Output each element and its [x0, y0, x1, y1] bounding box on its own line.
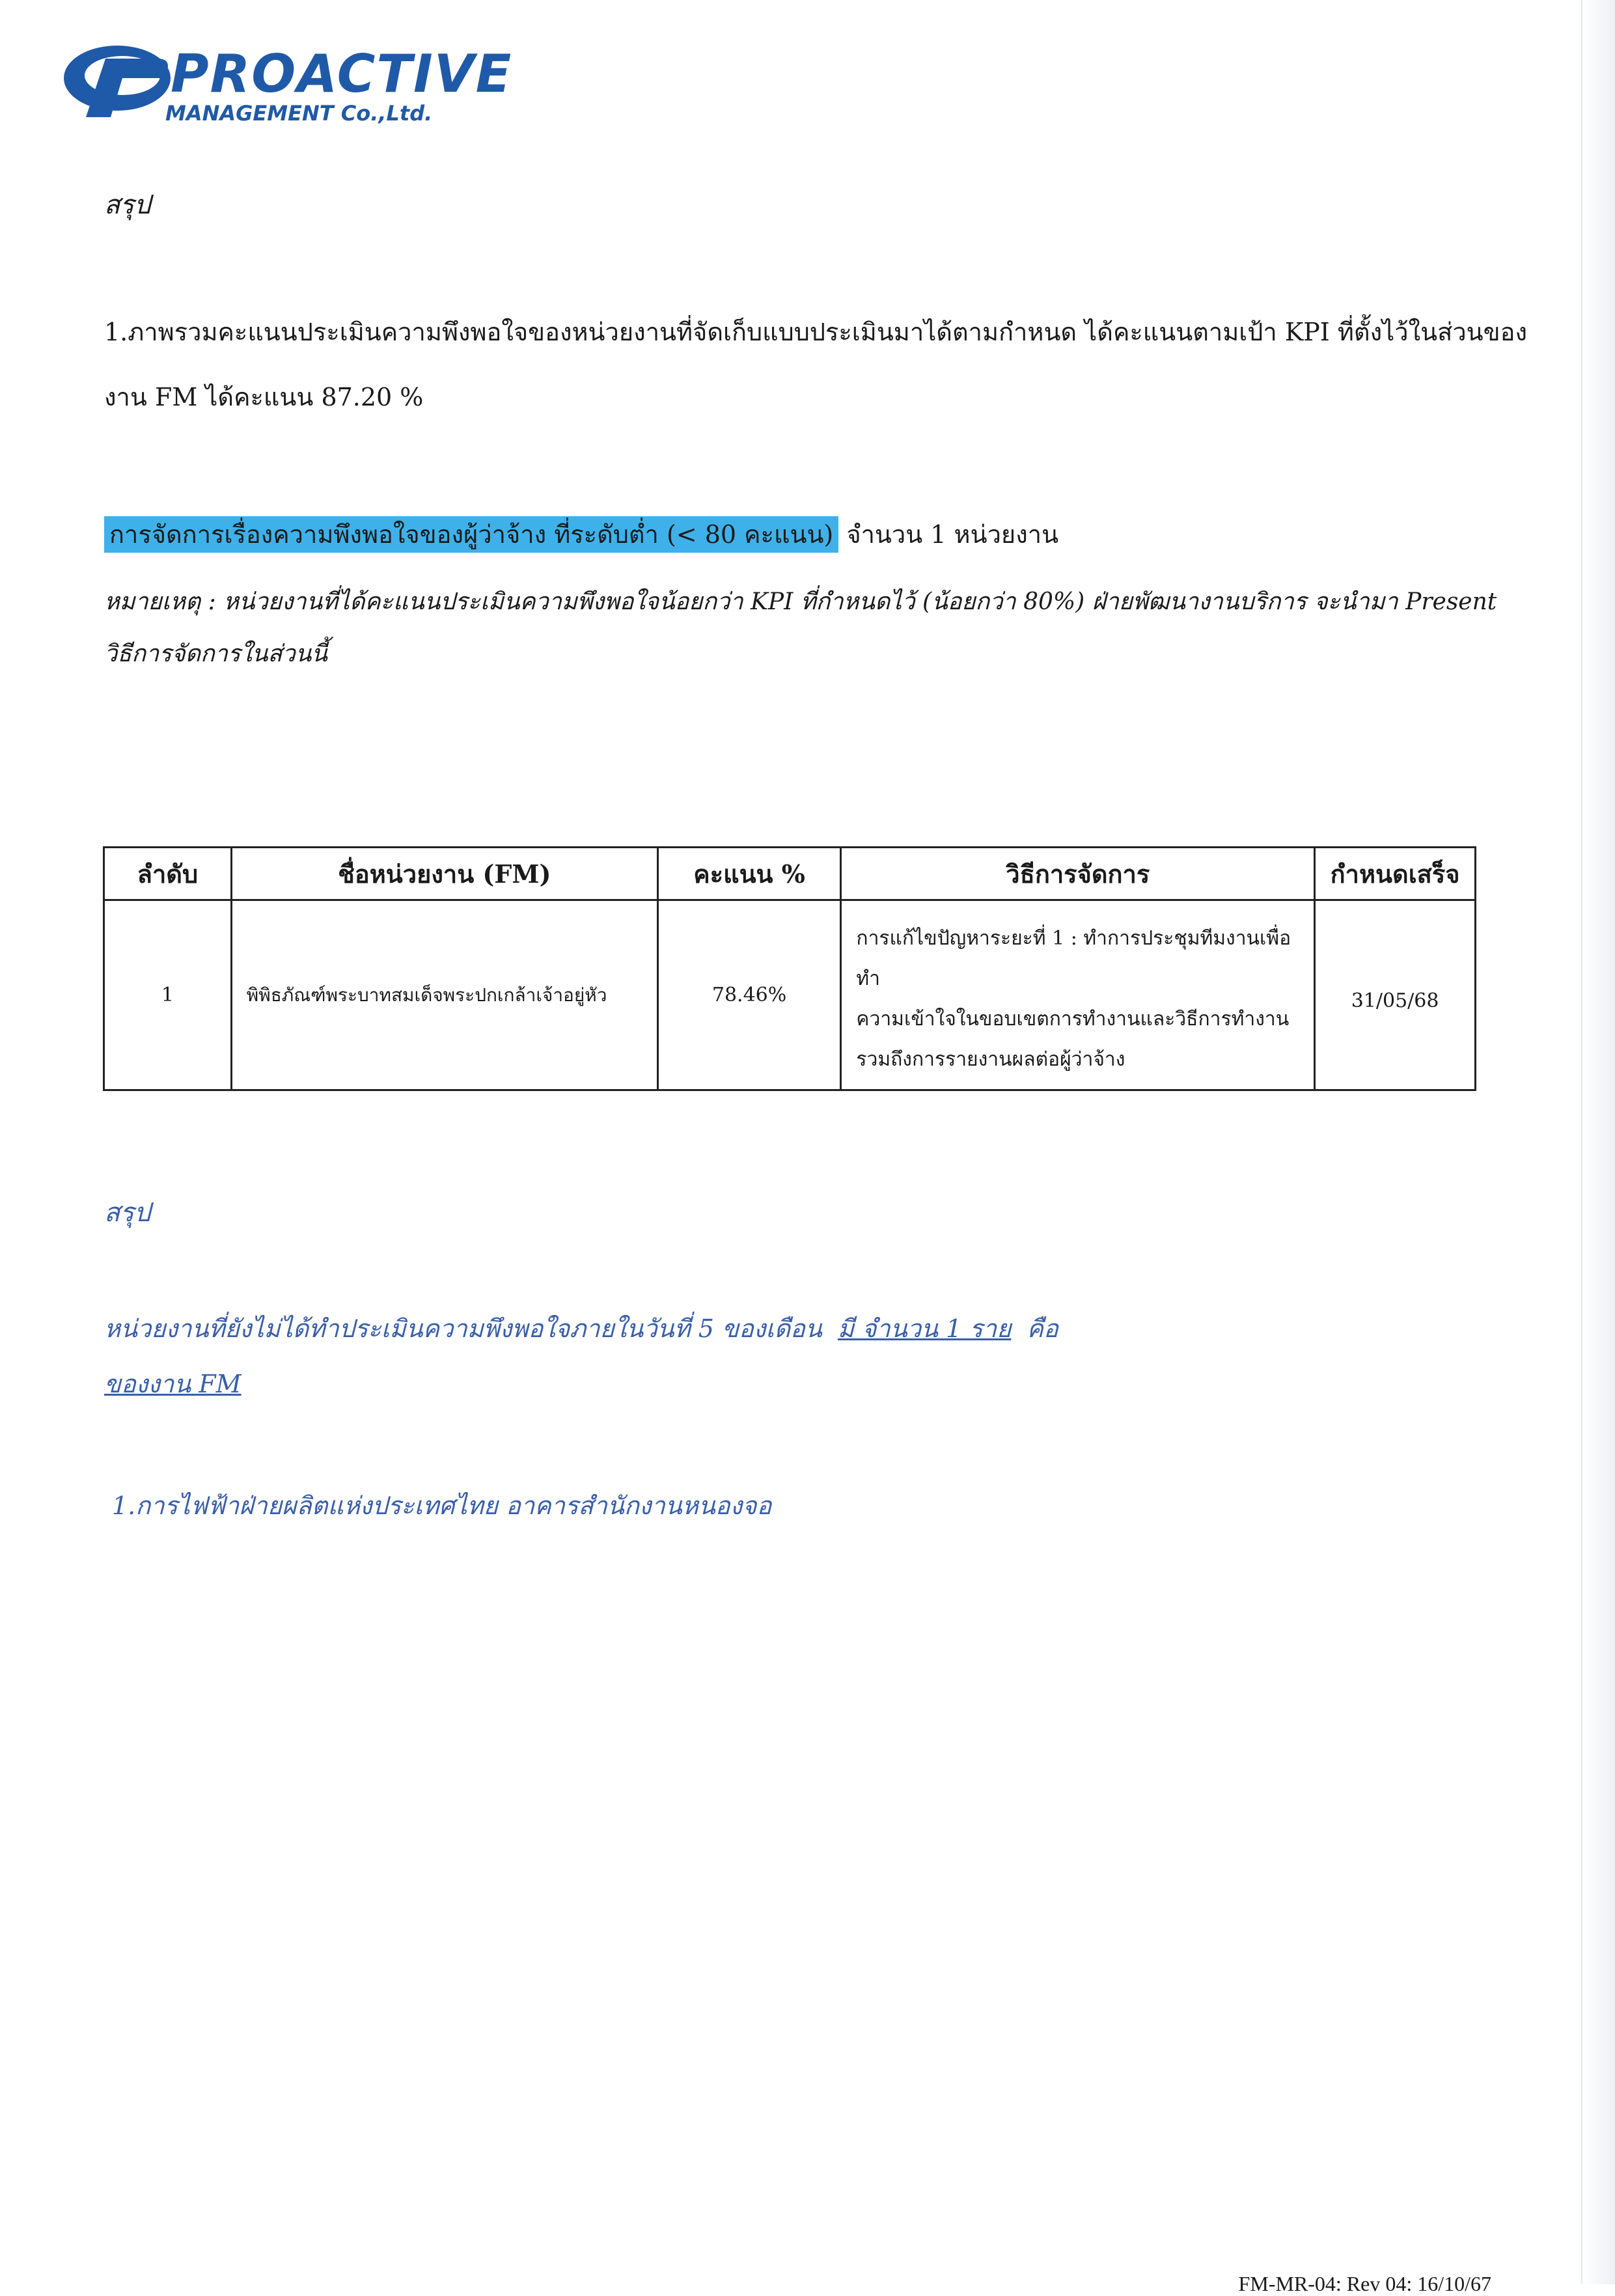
cell-no: 1: [104, 900, 232, 1090]
table-row: [104, 900, 1476, 1090]
method-line-2: ความเข้าใจในขอบเขตการทำงานและวิธีการทำงาน: [856, 1007, 1290, 1030]
low-score-heading: [104, 514, 1058, 554]
logo-emblem-icon: [60, 33, 177, 130]
col-header-no: ลำดับ: [104, 848, 232, 900]
pending-text: หน่วยงานที่ยังไม่ได้ทำประเมินความพึงพอใจภายในวันที่ 5 ของเดือน: [104, 1314, 822, 1343]
pending-end: คือ: [1027, 1314, 1058, 1343]
pending-line-1: [104, 1308, 1058, 1348]
table-header-row: [104, 848, 1476, 900]
col-header-unit-name: ชื่อหน่วยงาน (FM): [231, 848, 657, 900]
cell-unit-name: พิพิธภัณฑ์พระบาทสมเด็จพระปกเกล้าเจ้าอยู่หัว: [231, 900, 657, 1090]
low-score-count: จำนวน 1 หน่วยงาน: [838, 520, 1059, 549]
remark-line-1: หมายเหตุ : หน่วยงานที่ได้คะแนนประเมินความพึงพอใจน้อยกว่า KPI ที่กำหนดไว้ (น้อยกว่า 80%) ฝ่ายพัฒนางานบริการ จะนำมา Present: [104, 588, 1497, 615]
cell-score: 78.46%: [657, 900, 841, 1090]
cell-due-date: 31/05/68: [1315, 900, 1476, 1090]
summary-paragraph: [104, 299, 1527, 430]
summary-paragraph-line-2: งาน FM ได้คะแนน 87.20 %: [104, 383, 424, 411]
method-line-1: การแก้ไขปัญหาระยะที่ 1 : ทำการประชุมทีมงานเพื่อทำ: [856, 926, 1291, 990]
low-score-table: [103, 846, 1476, 1091]
summary-paragraph-line-1: 1.ภาพรวมคะแนนประเมินความพึงพอใจของหน่วยงานที่จัดเก็บแบบประเมินมาได้ตามกำหนด ได้คะแนนตามเป้า KPI ที่ตั้งไว้ในส่วนของ: [104, 318, 1528, 346]
page-edge-shadow: [1581, 0, 1615, 2284]
col-header-due: กำหนดเสร็จ: [1315, 848, 1476, 900]
cell-method: [841, 900, 1315, 1090]
col-header-score: คะแนน %: [657, 848, 841, 900]
col-header-method: วิธีการจัดการ: [841, 848, 1315, 900]
summary2-heading: สรุป: [104, 1198, 151, 1228]
pending-count: มี จำนวน 1 ราย: [837, 1314, 1012, 1343]
pending-item-1: 1.การไฟฟ้าฝ่ายผลิตแห่งประเทศไทย อาคารสำนักงานหนองจอ: [112, 1491, 772, 1520]
company-subtitle: MANAGEMENT Co.,Ltd.: [165, 101, 433, 126]
remark-note: [104, 576, 1497, 680]
form-code-footer: FM-MR-04: Rev 04: 16/10/67: [1238, 2272, 1491, 2295]
method-line-3: รวมถึงการรายงานผลต่อผู้ว่าจ้าง: [856, 1047, 1125, 1071]
company-logo: [60, 33, 513, 130]
low-score-highlight: การจัดการเรื่องความพึงพอใจของผู้ว่าจ้าง ที่ระดับต่ำ (< 80 คะแนน): [104, 516, 838, 553]
summary-heading: สรุป: [104, 190, 151, 220]
remark-line-2: วิธีการจัดการในส่วนนี้: [104, 641, 327, 667]
company-name: PROACTIVE: [171, 44, 513, 104]
pending-line-2: ของงาน FM: [104, 1370, 242, 1398]
